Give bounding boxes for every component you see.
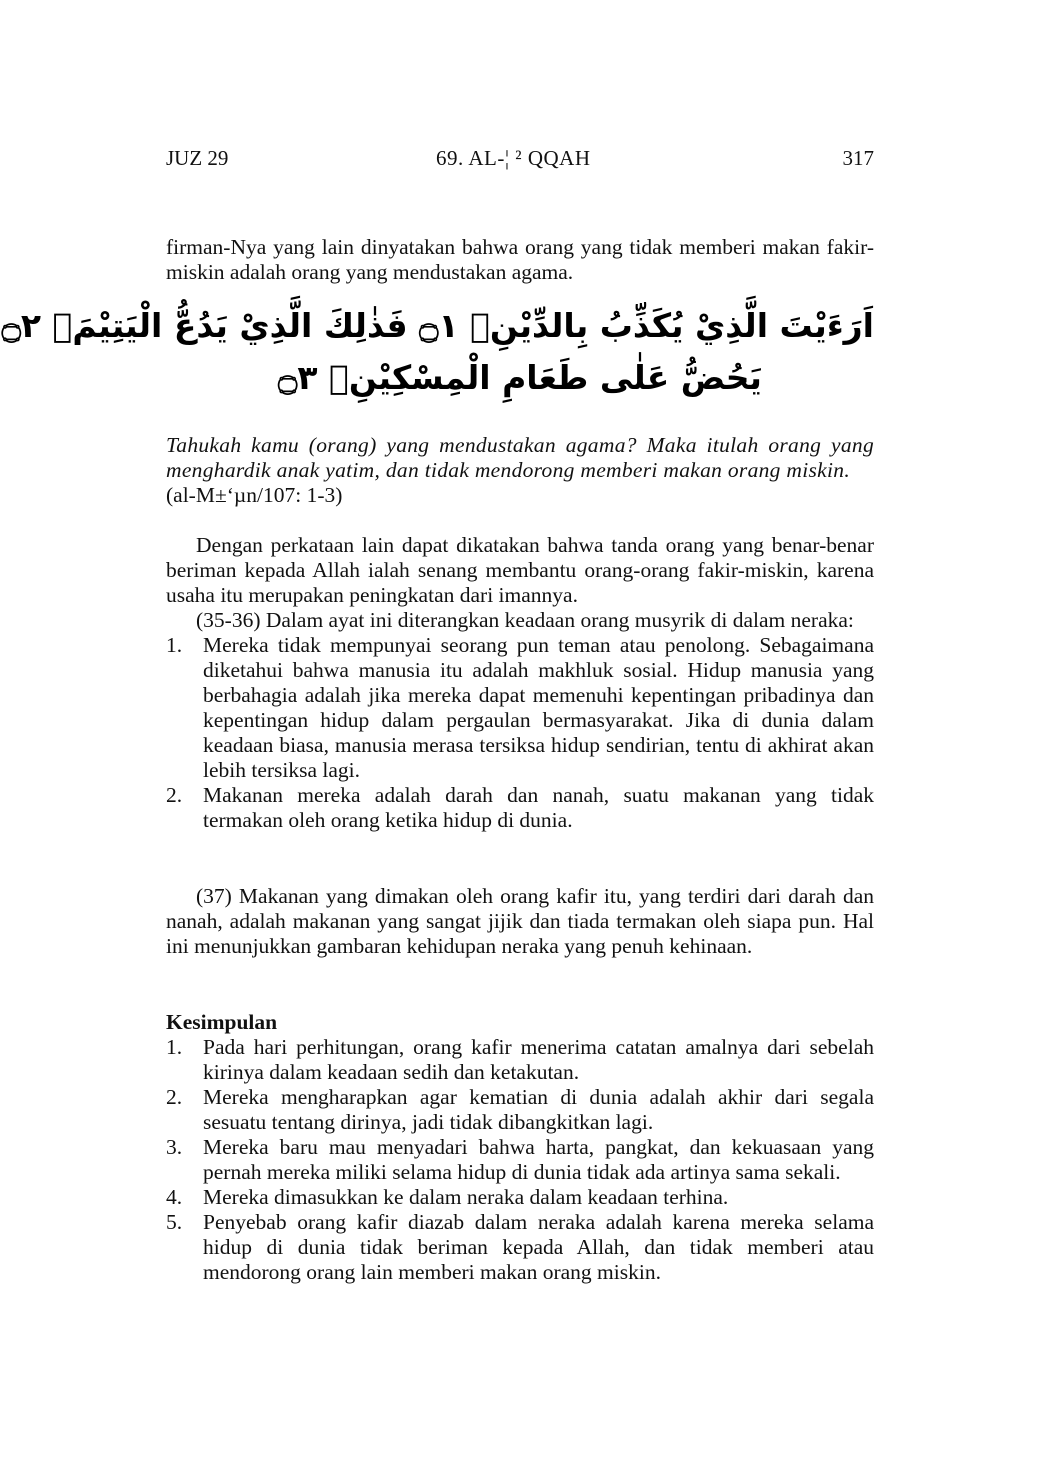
intro-paragraph: firman-Nya yang lain dinyatakan bahwa orang yang tidak memberi makan fakir-miskin adalah orang yang mendustakan agama. <box>166 235 874 284</box>
list-number: 5. <box>166 1210 183 1234</box>
page-header <box>166 146 874 174</box>
list-number: 2. <box>166 783 183 807</box>
verse-reference: (al-M±‘µn/107: 1-3) <box>166 483 343 507</box>
list-text: Makanan mereka adalah darah dan nanah, suatu makanan yang tidak termakan oleh orang ketika hidup di dunia. <box>203 783 874 832</box>
page-number: 317 <box>842 146 874 170</box>
list-item <box>166 1035 874 1085</box>
list-number: 3. <box>166 1135 183 1159</box>
list-item <box>166 633 874 783</box>
paragraph-1: Dengan perkataan lain dapat dikatakan bahwa tanda orang yang benar-benar beriman kepada Allah ialah senang membantu orang-orang fakir-miskin, karena usaha itu merupakan peningkatan dari imannya. <box>166 533 874 607</box>
explanation-list <box>166 633 874 833</box>
list-text: Pada hari perhitungan, orang kafir menerima catatan amalnya dari sebelah kirinya dalam keadaan sedih dan ketakutan. <box>203 1035 874 1084</box>
list-text: Mereka baru mau menyadari bahwa harta, pangkat, dan kekuasaan yang pernah mereka miliki selama hidup di dunia tidak ada artinya sama sekali. <box>203 1135 874 1184</box>
list-text: Mereka tidak mempunyai seorang pun teman atau penolong. Sebagaimana diketahui bahwa manusia itu adalah makhluk sosial. Hidup manusia yang berbahagia adalah jika mereka dapat memenuhi kepentingan pribadinya dan kepentingan hidup dalam pergaulan bermasyarakat. Jika di dunia dalam keadaan biasa, manusia merasa tersiksa hidup sendirian, tentu di akhirat akan lebih tersiksa lagi. <box>203 633 874 782</box>
list-item <box>166 1210 874 1285</box>
list-text: Mereka mengharapkan agar kematian di dunia adalah akhir dari segala sesuatu tentang dirinya, jadi tidak dibangkitkan lagi. <box>203 1085 874 1134</box>
explanation-section <box>166 533 874 833</box>
list-item <box>166 1135 874 1185</box>
list-text: Mereka dimasukkan ke dalam neraka dalam keadaan terhina. <box>203 1185 729 1209</box>
paragraph-3: (37) Makanan yang dimakan oleh orang kafir itu, yang terdiri dari darah dan nanah, adalah makanan yang sangat jijik dan tiada termakan oleh siapa pun. Hal ini menunjukkan gambaran kehidupan neraka yang penuh kehinaan. <box>166 884 874 958</box>
conclusion-list <box>166 1035 874 1285</box>
list-number: 1. <box>166 1035 183 1059</box>
arabic-verse <box>1 300 874 404</box>
arabic-line-2: يَحُضُّ عَلٰى طَعَامِ الْمِسْكِيْنِۗ ۝٣ <box>278 358 762 397</box>
translation-text: Tahukah kamu (orang) yang mendustakan agama? Maka itulah orang yang menghardik anak yatim, dan tidak mendorong memberi makan orang miskin. <box>166 433 874 482</box>
list-number: 2. <box>166 1085 183 1109</box>
list-number: 1. <box>166 633 183 657</box>
surah-title: 69. AL-¦ ² QQAH <box>436 146 591 170</box>
list-item <box>166 1085 874 1135</box>
paragraph-2: (35-36) Dalam ayat ini diterangkan keadaan orang musyrik di dalam neraka: <box>196 608 854 632</box>
list-text: Penyebab orang kafir diazab dalam neraka adalah karena mereka selama hidup di dunia tidak beriman kepada Allah, dan tidak memberi atau mendorong orang lain memberi makan orang miskin. <box>203 1210 874 1284</box>
arabic-line-1: اَرَءَيْتَ الَّذِيْ يُكَذِّبُ بِالدِّيْنِۗ ۝١ فَذٰلِكَ الَّذِيْ يَدُعُّ الْيَتِيْمَۙ ۝٢ <box>1 306 874 345</box>
juz-label: JUZ 29 <box>166 146 229 170</box>
list-number: 4. <box>166 1185 183 1209</box>
verse-translation <box>166 433 874 508</box>
paragraph-37-section <box>166 884 874 959</box>
list-item <box>166 783 874 833</box>
conclusion-section <box>166 1010 874 1285</box>
conclusion-heading: Kesimpulan <box>166 1010 278 1034</box>
list-item <box>166 1185 874 1210</box>
